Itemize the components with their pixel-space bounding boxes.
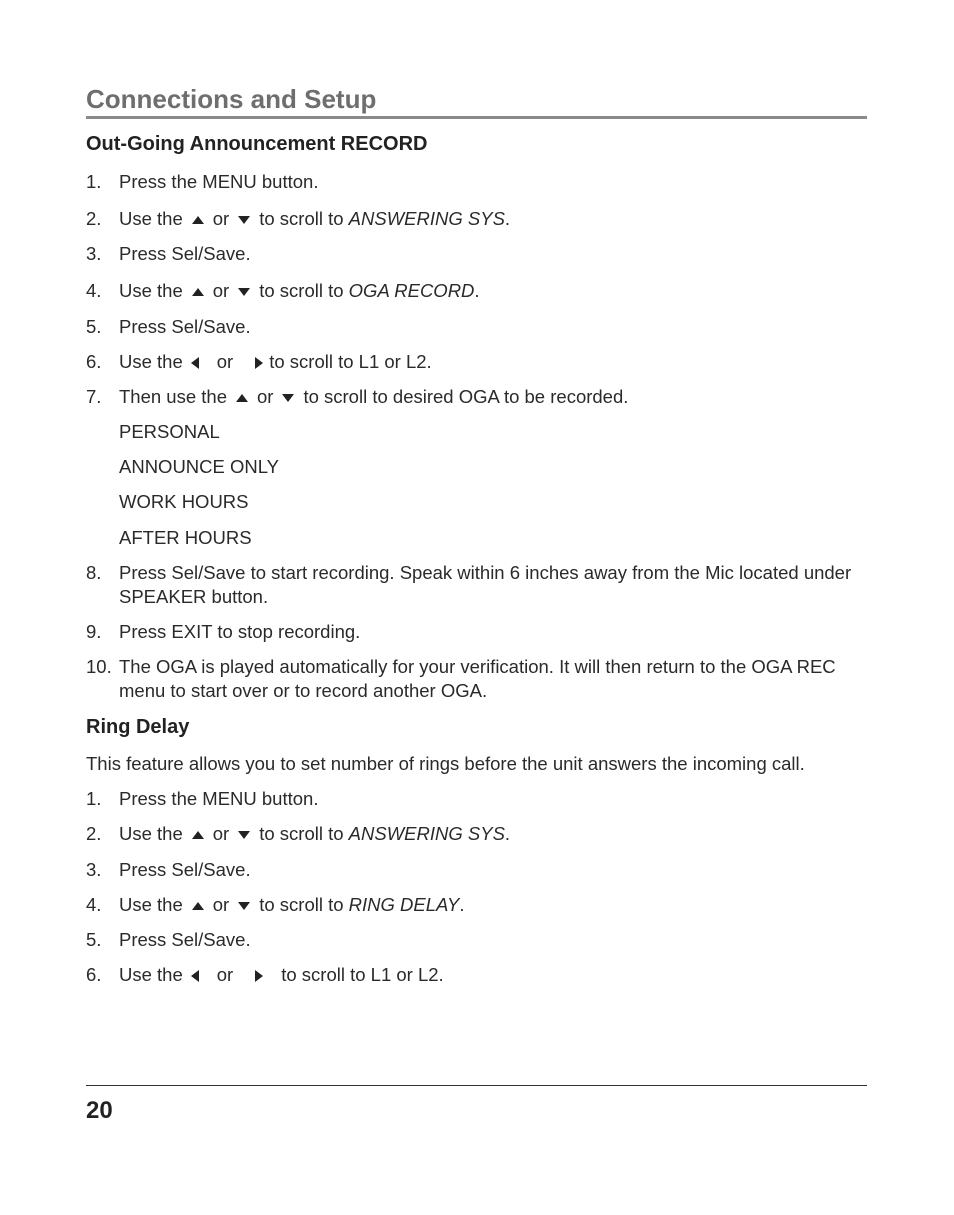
left-arrow-icon	[191, 357, 199, 369]
down-arrow-icon	[238, 902, 250, 910]
step-number: 9.	[86, 621, 102, 642]
step-text: Press the MENU button.	[119, 788, 319, 809]
step-number: 10.	[86, 656, 112, 677]
step-text-part: .	[474, 280, 480, 301]
right-arrow-icon	[255, 357, 263, 369]
step-number: 2.	[86, 208, 102, 229]
step-text-part: to scroll to L1 or L2.	[281, 964, 444, 985]
step-text-part: to scroll to L1 or L2.	[269, 351, 432, 372]
step-number: 6.	[86, 964, 102, 985]
step-number: 1.	[86, 788, 102, 809]
step-text	[119, 350, 856, 374]
step-text-part: Use the	[119, 280, 183, 301]
step-text-part: or	[212, 894, 230, 915]
step-text-part: .	[504, 208, 511, 229]
step-text-part: Then use the	[119, 386, 227, 407]
step-text-part: or	[216, 351, 234, 372]
up-arrow-icon	[236, 394, 248, 402]
step-text-part: to scroll to	[259, 894, 344, 915]
header-rule	[86, 116, 867, 119]
step-number: 4.	[86, 280, 102, 301]
step-text-part: to scroll to	[259, 823, 344, 844]
step-text	[119, 963, 856, 987]
section-title-oga-record: Out-Going Announcement RECORD	[86, 133, 428, 155]
step-text-part: or	[216, 964, 234, 985]
up-arrow-icon	[192, 902, 204, 910]
step-text-part: or	[257, 386, 274, 407]
up-arrow-icon	[192, 216, 204, 224]
step-text	[119, 822, 856, 846]
oga-option: WORK HOURS	[119, 491, 249, 512]
right-arrow-icon	[255, 970, 263, 982]
step-text: The OGA is played automatically for your verification. It will then return to the OGA REC menu to start over or to record another OGA.	[119, 656, 836, 701]
step-number: 3.	[86, 243, 102, 264]
step-text-part: Use the	[119, 823, 183, 844]
oga-option: AFTER HOURS	[119, 527, 252, 548]
down-arrow-icon	[238, 831, 250, 839]
step-text: Press Sel/Save.	[119, 929, 251, 950]
step-number: 7.	[86, 386, 102, 407]
step-number: 6.	[86, 351, 102, 372]
down-arrow-icon	[282, 394, 294, 402]
menu-target: ANSWERING SYS	[348, 823, 505, 844]
step-text	[119, 279, 856, 303]
step-text-part: Use the	[119, 964, 183, 985]
footer-rule	[86, 1085, 867, 1086]
step-text-part: Use the	[119, 894, 183, 915]
step-text-part: to scroll to desired OGA to be recorded.	[303, 386, 629, 407]
step-number: 8.	[86, 562, 102, 583]
step-text-part: or	[212, 823, 230, 844]
step-text-part: to scroll to	[259, 208, 344, 229]
section-title-ring-delay: Ring Delay	[86, 716, 190, 738]
step-text: Press EXIT to stop recording.	[119, 621, 361, 642]
page-number: 20	[86, 1097, 113, 1124]
menu-target: OGA RECORD	[348, 280, 475, 301]
step-text: Press Sel/Save.	[119, 859, 251, 880]
step-text-part: .	[504, 823, 511, 844]
step-number: 1.	[86, 171, 102, 192]
menu-target: ANSWERING SYS	[348, 208, 505, 229]
left-arrow-icon	[191, 970, 199, 982]
step-text: Press Sel/Save.	[119, 316, 251, 337]
up-arrow-icon	[192, 288, 204, 296]
menu-target: RING DELAY	[348, 894, 460, 915]
oga-option: ANNOUNCE ONLY	[119, 456, 280, 477]
step-text: Press Sel/Save.	[119, 243, 251, 264]
step-text: Press Sel/Save to start recording. Speak within 6 inches away from the Mic located under SPEAKER button.	[119, 562, 852, 607]
step-number: 3.	[86, 859, 102, 880]
page-header	[86, 82, 867, 119]
step-text-part: .	[459, 894, 465, 915]
up-arrow-icon	[192, 831, 204, 839]
step-number: 2.	[86, 823, 102, 844]
step-text-part: to scroll to	[259, 280, 344, 301]
step-text	[119, 207, 856, 231]
step-text	[119, 385, 856, 409]
down-arrow-icon	[238, 216, 250, 224]
step-text-part: Use the	[119, 351, 183, 372]
step-text-part: or	[212, 208, 230, 229]
step-text	[119, 893, 856, 917]
step-text-part: Use the	[119, 208, 183, 229]
step-number: 4.	[86, 894, 102, 915]
step-number: 5.	[86, 316, 102, 337]
page-title: Connections and Setup	[86, 84, 377, 114]
step-number: 5.	[86, 929, 102, 950]
step-text-part: or	[212, 280, 230, 301]
down-arrow-icon	[238, 288, 250, 296]
oga-option: PERSONAL	[119, 421, 220, 442]
section-intro: This feature allows you to set number of rings before the unit answers the incoming call.	[86, 753, 805, 774]
step-text: Press the MENU button.	[119, 171, 319, 192]
